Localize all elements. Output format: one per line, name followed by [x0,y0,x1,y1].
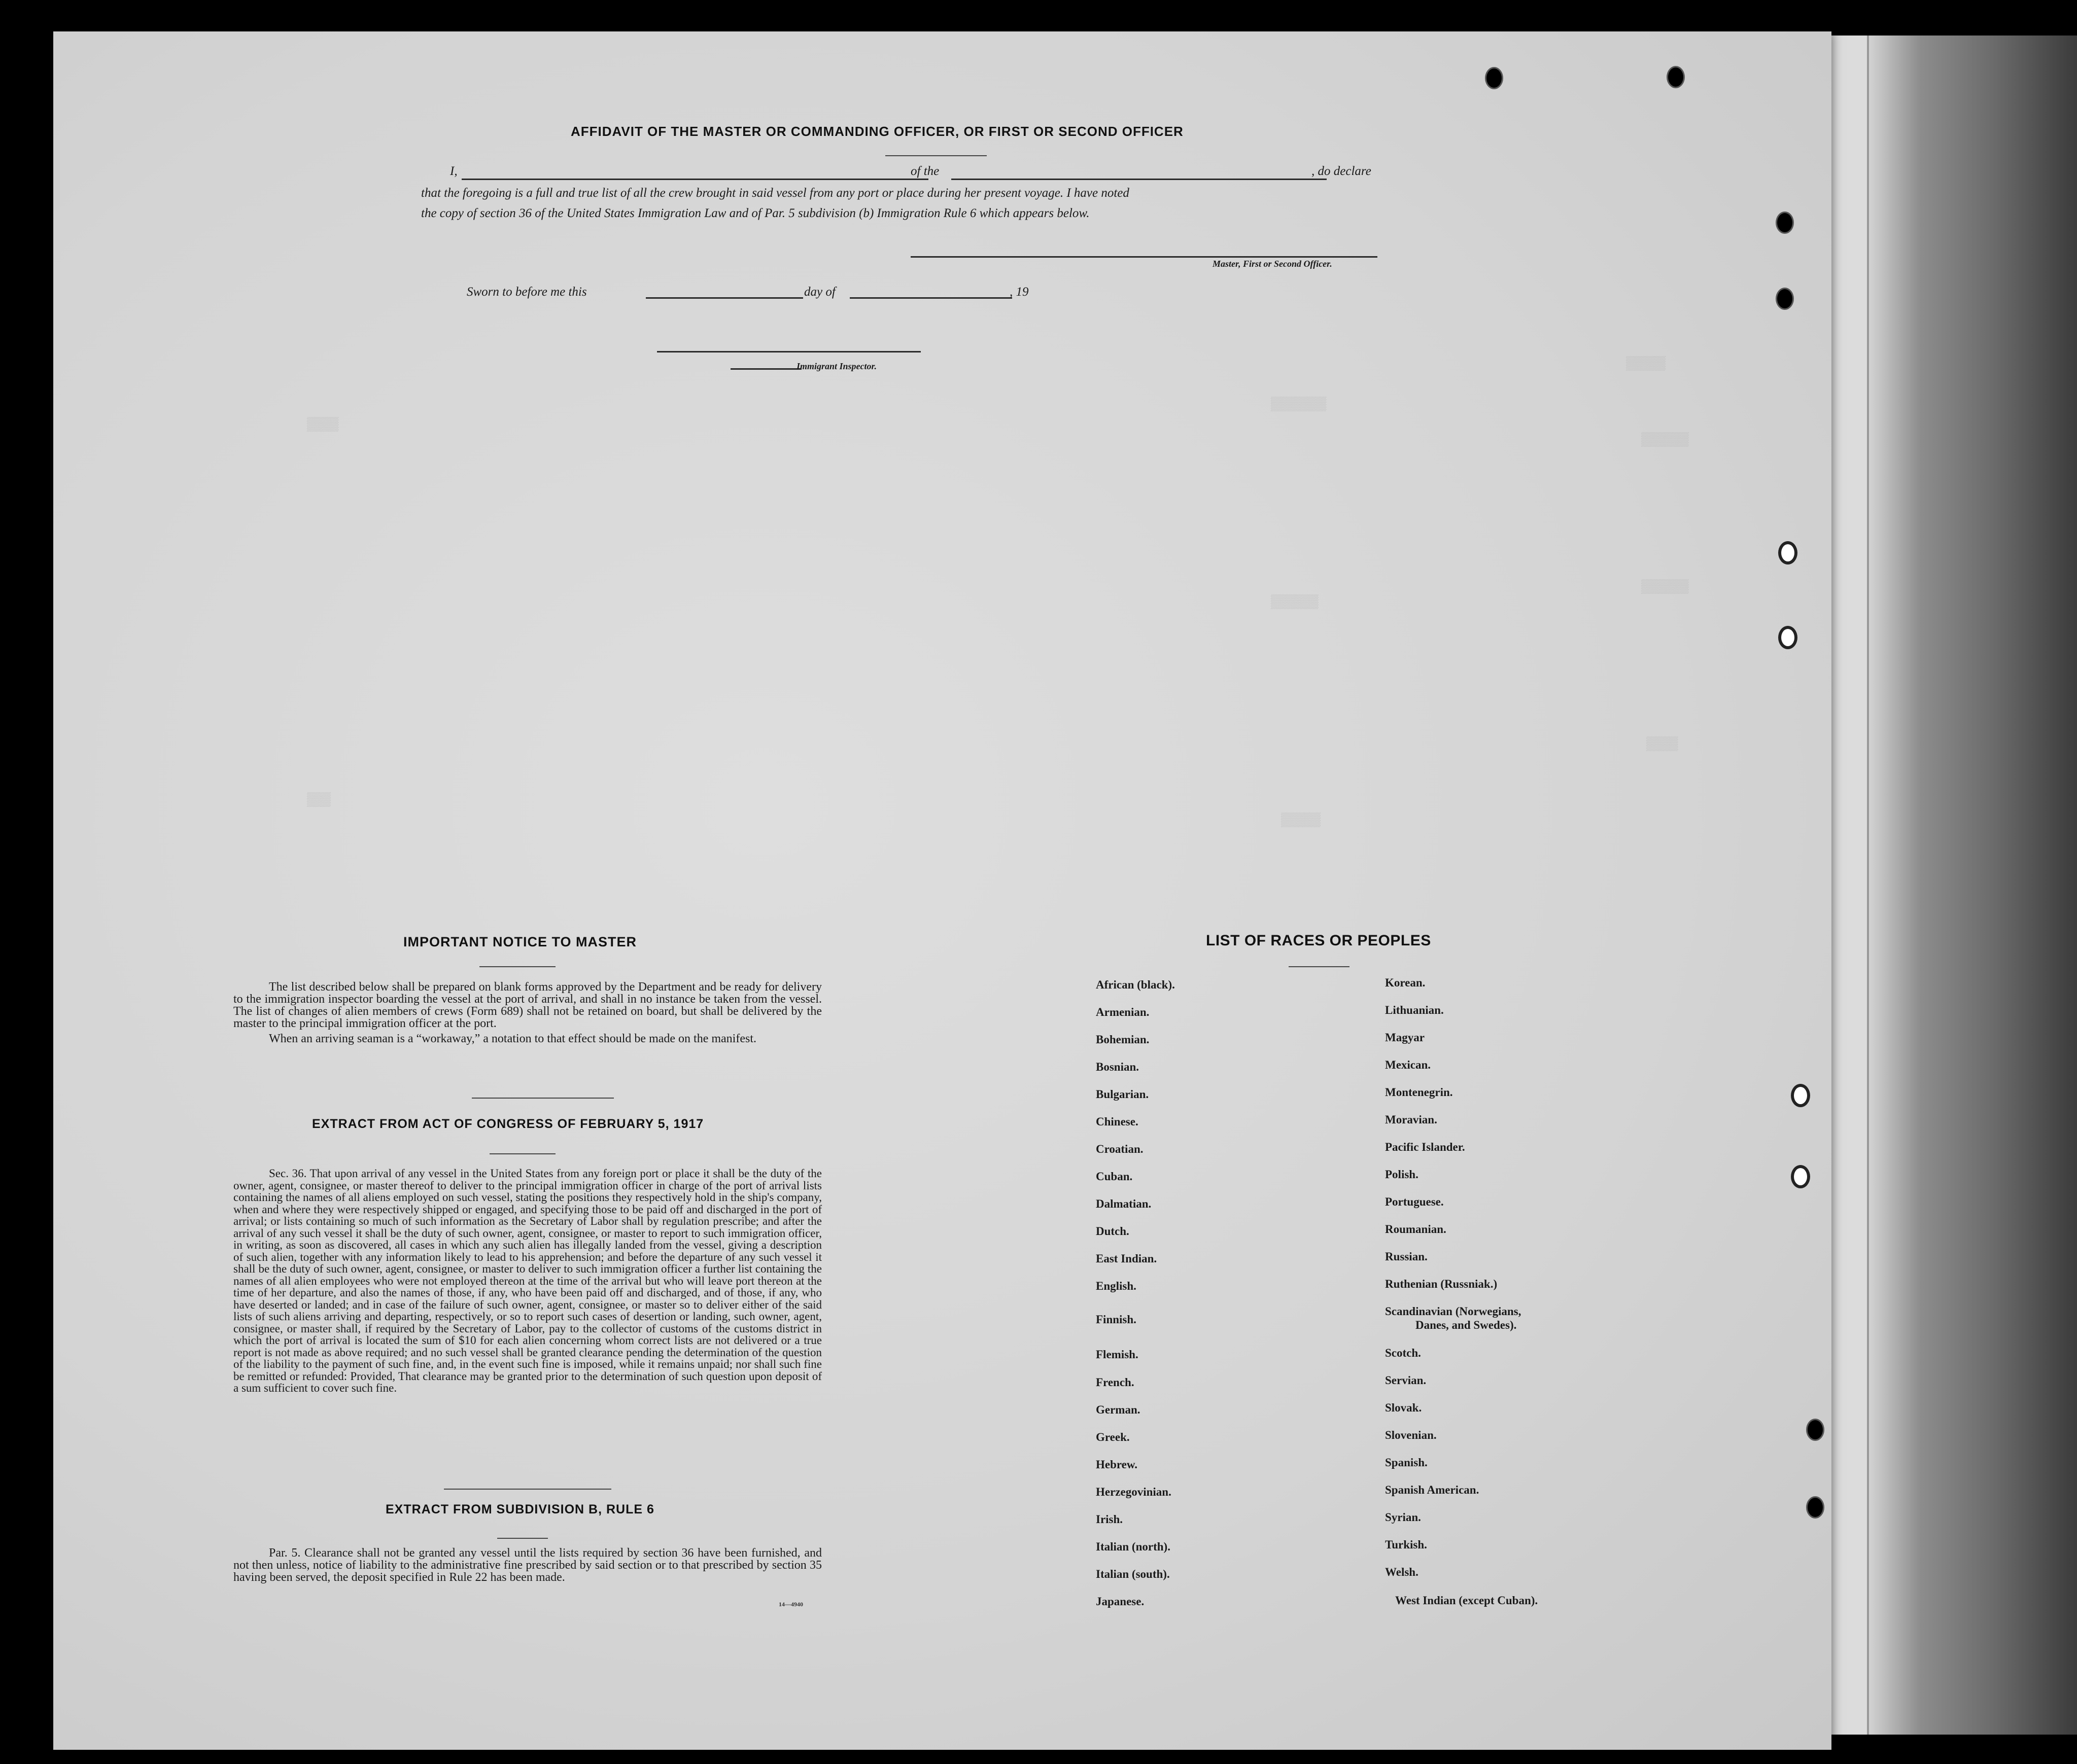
race-item: Polish. [1385,1168,1418,1181]
name-blank[interactable] [462,179,928,180]
bleed-through-text: ▒▒▒▒▒▒ [1271,594,1319,610]
race-item: Bohemian. [1096,1033,1150,1046]
race-item: French. [1096,1376,1134,1389]
notice-paragraph-1: The list described below shall be prepared on blank forms approved by the Department and be ready for delivery to the immigration inspector boarding the vessel at the port of arrival, and shall in no instance be taken from the vessel. The list of changes of alien members of crews (Form 689) shall not be retained on board, but shall be delivered by the master to the principal immigration officer at the port. [233,980,822,1030]
race-item: Welsh. [1385,1566,1418,1578]
race-item: East Indian. [1096,1252,1157,1265]
race-item: Italian (north). [1096,1540,1170,1553]
race-item: Herzegovinian. [1096,1486,1171,1498]
master-caption: Master, First or Second Officer. [1213,259,1332,269]
affidavit-i-label: I, [450,164,458,178]
paper-background [53,31,1831,1750]
race-item: Syrian. [1385,1511,1421,1524]
race-item: Slovenian. [1385,1429,1437,1441]
bleed-through-text: ▒▒▒▒▒▒ [1641,579,1689,594]
bleed-through-text: ▒▒▒ [307,792,331,807]
year-label: , 19 [1010,285,1029,299]
inspector-caption-line [731,368,802,370]
bleed-through-text: ▒▒▒▒▒ [1281,813,1321,828]
affidavit-title-rule [885,155,987,156]
race-item: Slovak. [1385,1401,1422,1414]
master-signature-line[interactable] [911,256,1377,258]
race-item: Portuguese. [1385,1195,1444,1208]
bleed-through-text: ▒▒▒▒ [307,417,339,432]
notice-body [233,981,822,1045]
vessel-blank[interactable] [951,179,1327,180]
bleed-through-text: ▒▒▒▒▒ [1626,356,1666,371]
month-blank[interactable] [850,297,1012,299]
race-item: Spanish. [1385,1456,1428,1469]
notice-title: IMPORTANT NOTICE TO MASTER [403,934,637,949]
sworn-label: Sworn to before me this [467,285,587,299]
race-item: Turkish. [1385,1538,1427,1551]
race-item: Scandinavian (Norwegians, [1385,1305,1521,1318]
act-title-rule [490,1153,556,1154]
bleed-through-text: ▒▒▒▒ [1646,736,1678,752]
section-divider [472,1098,614,1099]
race-item: Magyar [1385,1031,1425,1044]
bleed-through-text: ▒▒▒▒▒▒ [1641,432,1689,447]
form-number: 14—4940 [779,1601,803,1608]
day-of-label: day of [804,285,836,299]
races-title: LIST OF RACES OR PEOPLES [1206,932,1431,949]
race-item: West Indian (except Cuban). [1395,1594,1538,1607]
act-extract-title: EXTRACT FROM ACT OF CONGRESS OF FEBRUARY 5, 1917 [312,1117,704,1131]
race-item: Moravian. [1385,1113,1437,1126]
index-tabs [1806,36,2077,1735]
affidavit-declare-label: , do declare [1311,164,1371,178]
race-item: Roumanian. [1385,1223,1446,1236]
race-item: Ruthenian (Russniak.) [1385,1278,1498,1290]
race-item: Mexican. [1385,1059,1431,1071]
document-page [53,31,1831,1750]
race-item: Finnish. [1096,1313,1136,1326]
race-item: Spanish American. [1385,1484,1479,1496]
race-item: Armenian. [1096,1006,1150,1018]
affidavit-of-the-label: of the [911,164,940,178]
race-item: German. [1096,1403,1140,1416]
punch-hole [1806,1496,1824,1519]
punch-hole [1776,288,1794,310]
punch-hole [1485,67,1503,89]
affidavit-title: AFFIDAVIT OF THE MASTER OR COMMANDING OFFICER, OR FIRST OR SECOND OFFICER [571,124,1184,139]
race-item: Dalmatian. [1096,1197,1152,1210]
races-title-rule [1289,966,1349,967]
race-item: Italian (south). [1096,1568,1170,1580]
punch-hole [1791,1084,1810,1107]
race-item: Irish. [1096,1513,1123,1526]
race-item: Servian. [1385,1374,1427,1387]
race-item: Danes, and Swedes). [1415,1319,1517,1331]
race-item: Hebrew. [1096,1458,1137,1471]
affidavit-line-3: the copy of section 36 of the United States Immigration Law and of Par. 5 subdivision (b) Immigration Rule 6 which appears below. [421,206,1090,220]
inspector-signature-line[interactable] [657,351,921,352]
race-item: Japanese. [1096,1595,1145,1608]
punch-hole [1791,1165,1810,1188]
race-item: Greek. [1096,1431,1130,1443]
punch-hole [1778,541,1797,565]
race-item: Bulgarian. [1096,1088,1149,1101]
notice-paragraph-2: When an arriving seaman is a “workaway,” a notation to that effect should be made on the manifest. [269,1032,756,1045]
race-item: Pacific Islander. [1385,1141,1465,1153]
section-divider [444,1489,611,1490]
race-item: Dutch. [1096,1225,1129,1238]
inspector-caption: Immigrant Inspector. [797,361,877,371]
race-item: English. [1096,1280,1136,1292]
punch-hole [1776,211,1794,234]
rule-extract-body: Par. 5. Clearance shall not be granted any vessel until the lists required by section 36 have been furnished, and not then unless, notice of liability to the administrative fine prescribed by said section or to that prescribed by section 35 having been served, the deposit specified in Rule 22 has been made. [233,1546,822,1584]
rule-extract-title: EXTRACT FROM SUBDIVISION B, RULE 6 [386,1502,654,1516]
race-item: Bosnian. [1096,1061,1139,1073]
race-item: Russian. [1385,1250,1428,1263]
bleed-through-text: ▒▒▒▒▒▒▒ [1271,397,1327,412]
affidavit-line-2: that the foregoing is a full and true list of all the crew brought in said vessel from any port or place during her present voyage. I have noted [421,186,1129,200]
race-item: Chinese. [1096,1115,1138,1128]
notice-title-rule [479,966,556,967]
punch-hole [1778,626,1797,649]
sworn-date-blank[interactable] [646,297,803,299]
race-item: Cuban. [1096,1170,1133,1183]
rule-title-rule [497,1538,548,1539]
punch-hole [1806,1419,1824,1441]
race-item: Korean. [1385,976,1426,989]
race-item: Scotch. [1385,1347,1421,1359]
race-item: Croatian. [1096,1143,1144,1155]
race-item: Flemish. [1096,1348,1138,1361]
punch-hole [1667,66,1685,88]
act-extract-body: Sec. 36. That upon arrival of any vessel in the United States from any foreign port or place it shall be the duty of the owner, agent, consignee, or master thereof to deliver to the principal immigration officer in charge of the port of arrival lists containing the names of all aliens employed on such vessel, stating the positions they respectively hold in the ship's company, when and where they were respectively shipped or engaged, and specifying those to be paid off and discharged in the port of arrival; or lists containing so much of such information as the Secretary of Labor shall by regulation prescribe; and after the arrival of any such vessel it shall be the duty of such owner, agent, consignee, or master to report to such immigration officer, in writing, as soon as discovered, all cases in which any such alien has illegally landed from the vessel, giving a description of such alien, together with any information likely to lead to his apprehension; and before the departure of any such vessel it shall be the duty of such owner, agent, consignee, or master to deliver to such immigration officer a further list containing the names of all alien employees who were not employed thereon at the time of the arrival but who will leave port thereon at the time of her departure, and also the names of those, if any, who have been paid off and discharged, and of those, if any, who have deserted or landed; and in case of the failure of such owner, agent, consignee, or master so to deliver either of the said lists of such aliens arriving and departing, respectively, or so to report such cases of desertion or landing, such owner, agent, consignee, or master shall, if required by the Secretary of Labor, pay to the collector of customs of the customs district in which the port of arrival is located the sum of $10 for each alien concerning whom correct lists are not delivered or a true report is not made as above required; and no such vessel shall be granted clearance pending the determination of the question of the liability to the payment of such fine, and, in the event such fine is imposed, while it remains unpaid; nor shall such fine be remitted or refunded: Provided, That clearance may be granted prior to the determination of such question upon deposit of a sum sufficient to cover such fine. [233,1167,822,1394]
race-item: African (black). [1096,978,1175,991]
race-item: Lithuanian. [1385,1004,1444,1016]
race-item: Montenegrin. [1385,1086,1453,1099]
